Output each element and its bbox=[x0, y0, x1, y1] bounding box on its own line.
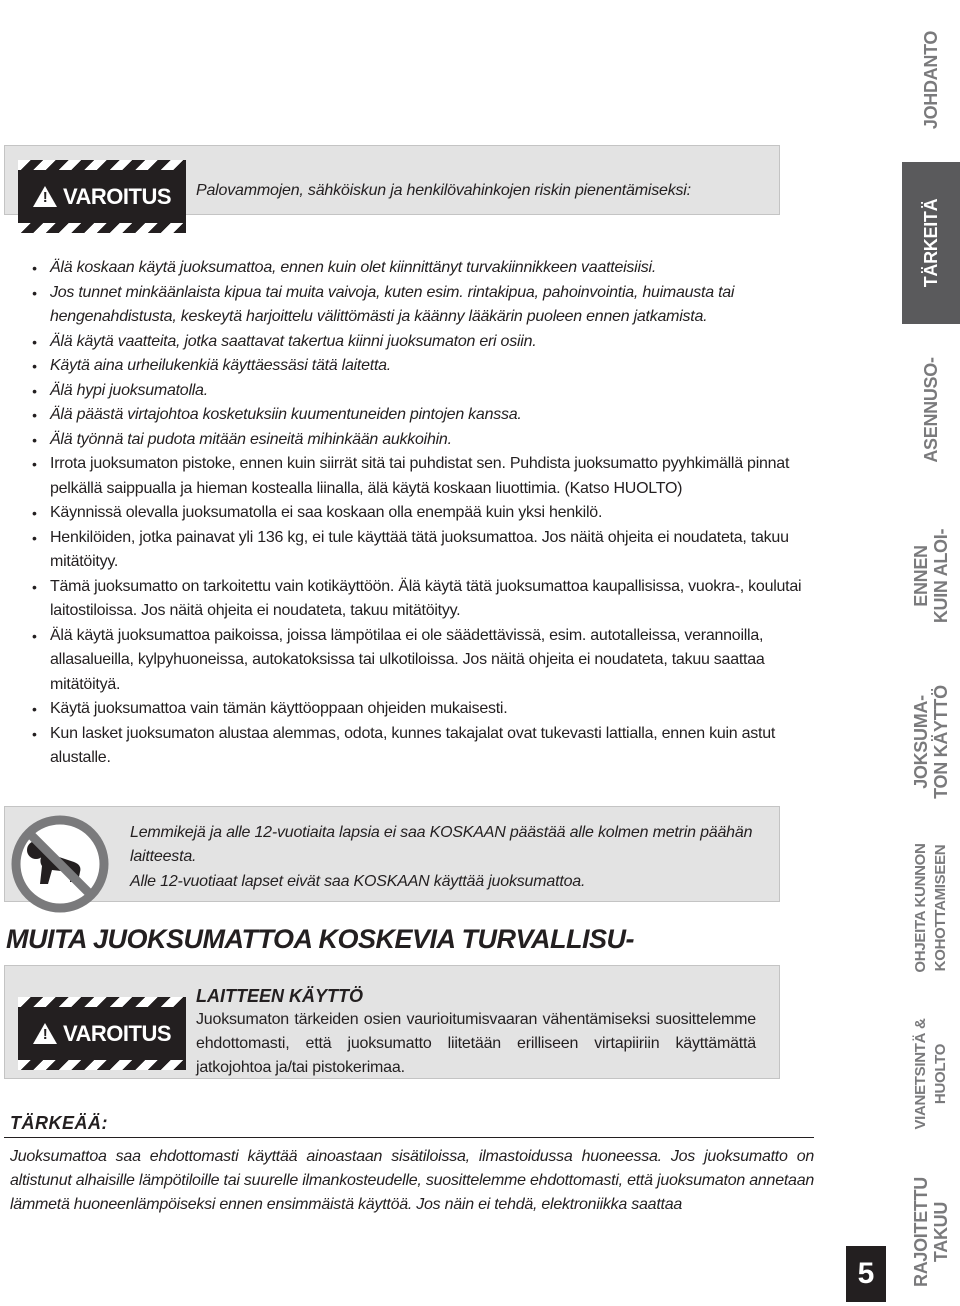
tab-asennusohjeet[interactable] bbox=[902, 328, 960, 492]
list-item: • Älä käytä vaatteita, jotka saattavat takertua kiinni juoksumaton eri osiin. bbox=[30, 330, 838, 355]
tab-label: TON KÄYTTÖ bbox=[931, 685, 951, 799]
tab-tarkeita[interactable] bbox=[902, 162, 960, 324]
tab-rajoitettu-takuu[interactable] bbox=[902, 1158, 960, 1306]
list-item: • Älä hypi juoksumatolla. bbox=[30, 379, 838, 404]
tab-label: ENNEN bbox=[911, 545, 931, 607]
safety-bullet-list bbox=[30, 256, 838, 771]
tab-label: JOHDANTO bbox=[921, 30, 941, 130]
warning-intro: Palovammojen, sähköiskun ja henkilövahinkojen riskin pienentämiseksi: bbox=[196, 182, 691, 199]
tab-label: KOHOTTAMISEEN bbox=[932, 844, 949, 972]
device-warning-title: LAITTEEN KÄYTTÖ bbox=[196, 986, 363, 1006]
list-item: • Henkilöiden, jotka painavat yli 136 kg, ei tule käyttää tätä juoksumattoa. Jos näitä ohjeita ei noudateta, takuu mitätöityy. bbox=[30, 526, 838, 575]
tab-label: TAKUU bbox=[931, 1201, 951, 1263]
tab-juoksumaton-kaytto[interactable] bbox=[902, 660, 960, 824]
divider bbox=[4, 1137, 814, 1138]
list-item: • Käytä aina urheilukenkiä käyttäessäsi tätä laitetta. bbox=[30, 354, 838, 379]
warning-badge bbox=[18, 997, 186, 1070]
tab-label: OHJEITA KUNNON bbox=[912, 843, 929, 973]
important-text: Juoksumattoa saa ehdottomasti käyttää ainoastaan sisätiloissa, ilmastoidussa huoneessa. Jos juoksumatto on altistunut alhaisille lämpötiloille tai suurelle ilmankosteudelle, suosittelemme ehdottomasti, että juoksumaton annetaan lämmetä huoneenlämpöiseksi ennen ensimmäistä käyttöä. Jos näin ei tehdä, elektroniikka saattaa bbox=[10, 1148, 814, 1213]
device-warning-text: Juoksumaton tärkeiden osien vaurioitumisvaaran vähentämiseksi suosittelemme ehdottomasti, että juoksumatto liitetään erilliseen virtapiiriin käyttämättä jatkojohtoa ja/tai pistokerimaa. bbox=[196, 1011, 756, 1076]
list-item: • Tämä juoksumatto on tarkoitettu vain kotikäyttöön. Älä käytä tätä juoksumattoa kaupallisissa, vuokra-, koulutai laitostiloissa. Jos näitä ohjeita ei noudateta, takuu mitätöityy. bbox=[30, 575, 838, 624]
list-item: • Käytä juoksumattoa vain tämän käyttöoppaan ohjeiden mukaisesti. bbox=[30, 697, 838, 722]
tab-label: VIANETSINTÄ & bbox=[912, 1018, 929, 1130]
warning-badge-label: VAROITUS bbox=[62, 1020, 172, 1046]
child-warning-text: Lemmikejä ja alle 12-vuotiaita lapsia ei saa KOSKAAN päästää alle kolmen metrin päähän laitteesta. bbox=[130, 824, 753, 865]
tab-label: JOKSUMA- bbox=[911, 695, 931, 789]
warning-triangle-icon: ! bbox=[33, 1023, 57, 1044]
list-item: • Jos tunnet minkäänlaista kipua tai muita vaivoja, kuten esim. rintakipua, pahoinvointia, huimausta tai hengenahdistusta, keskeytä harjoittelu välittömästi ja käänny lääkärin puoleen ennen jatkamista. bbox=[30, 281, 838, 330]
tab-ohjeita-kunnon-kohottamiseen[interactable] bbox=[902, 826, 960, 990]
list-item: • Älä päästä virtajohtoa kosketuksiin kuumentuneiden pintojen kanssa. bbox=[30, 403, 838, 428]
tab-label: RAJOITETTU bbox=[911, 1176, 931, 1288]
tab-label: HUOLTO bbox=[932, 1043, 949, 1105]
tab-label: KUIN ALOI- bbox=[931, 528, 951, 624]
warning-badge-label: VAROITUS bbox=[62, 183, 172, 209]
section-heading: MUITA JUOKSUMATTOA KOSKEVIA TURVALLISU- bbox=[6, 924, 634, 954]
list-item: • Kun lasket juoksumaton alustaa alemmas, odota, kunnes takajalat ovat tukevasti lattialla, ennen kuin astut alustalle. bbox=[30, 722, 838, 771]
page-number: 5 bbox=[846, 1246, 886, 1302]
tab-vianetsinta-huolto[interactable] bbox=[902, 992, 960, 1156]
warning-badge bbox=[18, 160, 186, 233]
tab-johdanto[interactable] bbox=[902, 0, 960, 160]
list-item: • Irrota juoksumaton pistoke, ennen kuin siirrät sitä tai puhdistat sen. Puhdista juoksumatto pyyhkimällä pinnat pelkällä saippualla ja hieman kostealla liinalla, älä käytä koskaan liuottimia. (Katso HUOLTO) bbox=[30, 452, 838, 501]
child-warning-text: Alle 12-vuotiaat lapset eivät saa KOSKAAN käyttää juoksumattoa. bbox=[130, 873, 586, 890]
list-item: • Käynnissä olevalla juoksumatolla ei saa koskaan olla enempää kuin yksi henkilö. bbox=[30, 501, 838, 526]
tab-label: TÄRKEITÄ bbox=[921, 198, 941, 288]
tab-ennen-kuin-aloitat[interactable] bbox=[902, 494, 960, 658]
important-title: TÄRKEÄÄ: bbox=[10, 1113, 108, 1133]
list-item: • Älä koskaan käytä juoksumattoa, ennen kuin olet kiinnittänyt turvakiinnikkeen vaatteisiisi. bbox=[30, 256, 838, 281]
tab-label: ASENNUSO- bbox=[921, 357, 941, 463]
list-item: • Älä työnnä tai pudota mitään esineitä mihinkään aukkoihin. bbox=[30, 428, 838, 453]
warning-triangle-icon: ! bbox=[33, 186, 57, 207]
no-children-icon bbox=[8, 812, 112, 916]
list-item: • Älä käytä juoksumattoa paikoissa, joissa lämpötilaa ei ole säädettävissä, esim. autotalleissa, verannoilla, allasalueilla, kylpyhuoneissa, autokatoksissa tai ulkotiloissa. Jos näitä ohjeita ei noudateta, takuu saattaa mitätöityä. bbox=[30, 624, 838, 698]
